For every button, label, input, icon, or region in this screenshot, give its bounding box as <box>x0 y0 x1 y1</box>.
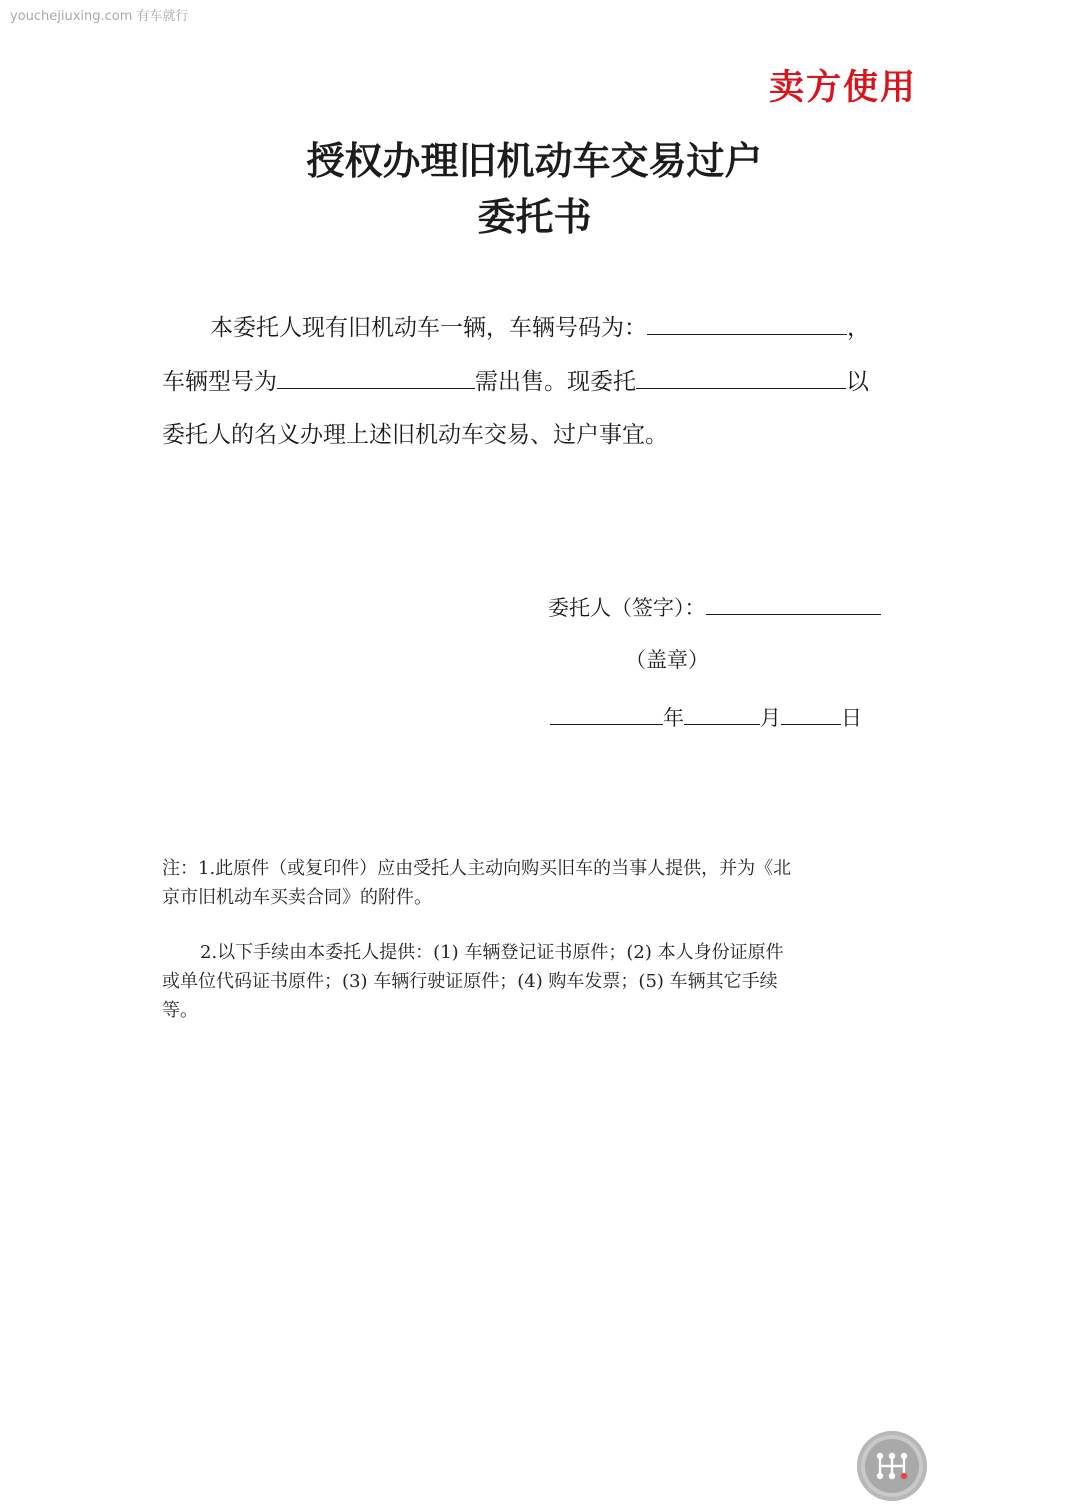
seal-label: （盖章） <box>625 648 709 672</box>
continuation-text: 以 <box>846 369 869 395</box>
body-paragraph-line-2 <box>162 364 869 397</box>
note-2-line-2: 或单位代码证书原件；(3) 车辆行驶证原件；(4) 购车发票；(5) 车辆其它手续 <box>162 971 778 992</box>
body-paragraph-line-3: 委托人的名义办理上述旧机动车交易、过户事宜。 <box>162 422 668 448</box>
agent-name-blank[interactable] <box>636 364 846 389</box>
signature-label: 委托人（签字）： <box>548 596 706 620</box>
note-2-line-1: 2.以下手续由本委托人提供：(1) 车辆登记证书原件；(2) 本人身份证原件 <box>200 942 784 963</box>
site-watermark: youchejiuxing.com 有车就行 <box>10 9 189 24</box>
document-subtitle: 委托书 <box>477 195 592 239</box>
body-paragraph-line-1 <box>210 310 870 343</box>
seller-use-label: 卖方使用 <box>768 68 917 108</box>
gear-shift-icon <box>857 1431 927 1501</box>
year-blank[interactable] <box>550 700 663 725</box>
month-blank[interactable] <box>684 700 760 725</box>
sale-text: 需出售。现委托 <box>475 369 636 395</box>
vehicle-model-label: 车辆型号为 <box>162 369 277 395</box>
gear-shift-icon-graphic <box>857 1431 927 1501</box>
vehicle-model-blank[interactable] <box>277 364 475 389</box>
year-label: 年 <box>663 706 684 730</box>
document-title: 授权办理旧机动车交易过户 <box>306 139 763 183</box>
month-label: 月 <box>760 706 781 730</box>
punctuation: ， <box>847 315 870 341</box>
note-1-line-2: 京市旧机动车买卖合同》的附件。 <box>162 887 432 908</box>
day-label: 日 <box>841 706 862 730</box>
date-line <box>550 700 862 733</box>
signature-blank[interactable] <box>706 590 881 615</box>
vehicle-number-label: 本委托人现有旧机动车一辆，车辆号码为： <box>210 315 647 341</box>
note-1-line-1: 注：1.此原件（或复印件）应由受托人主动向购买旧车的当事人提供，并为《北 <box>162 858 792 879</box>
day-blank[interactable] <box>781 700 841 725</box>
note-2-line-3: 等。 <box>162 1000 198 1021</box>
vehicle-number-blank[interactable] <box>647 310 847 335</box>
signature-line <box>548 590 881 623</box>
